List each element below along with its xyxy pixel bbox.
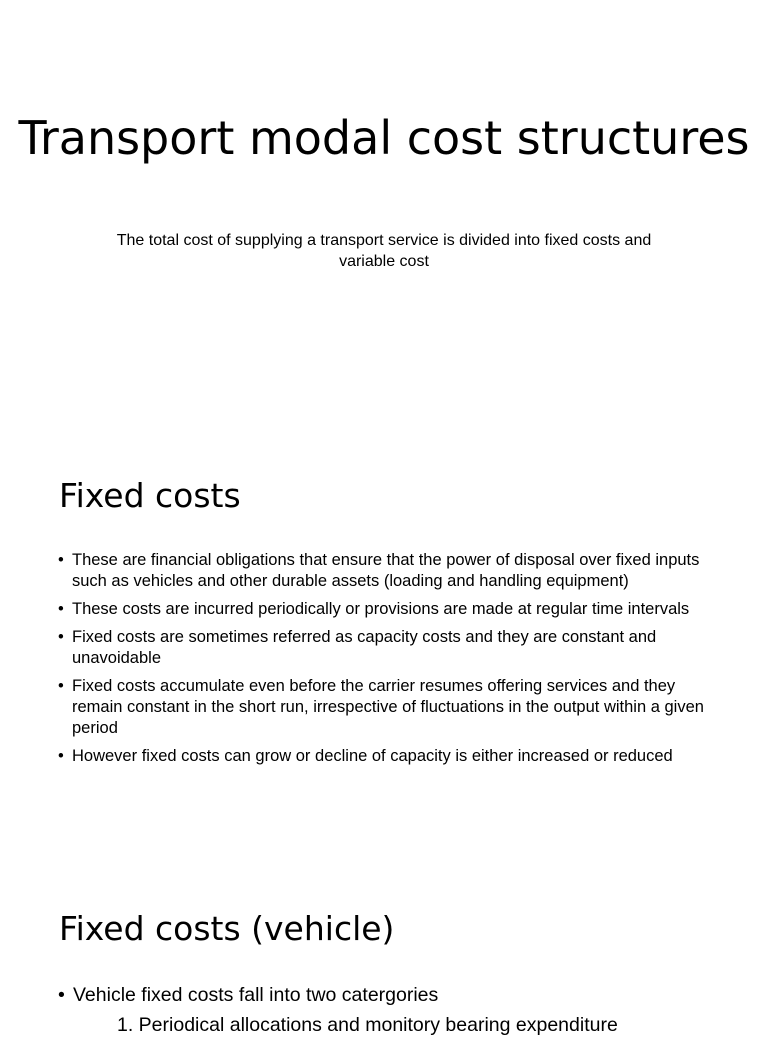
bullet-item <box>58 746 718 767</box>
bullet-item <box>58 550 718 592</box>
fixed-costs-vehicle-heading: Fixed costs (vehicle) <box>59 909 395 948</box>
bullet-dot: • <box>58 984 65 1006</box>
bullet-text: Vehicle fixed costs fall into two catergories <box>73 984 439 1006</box>
bullet-item <box>58 599 718 620</box>
slide-fixed-costs <box>0 430 768 862</box>
vehicle-bullet-list <box>58 982 718 1015</box>
bullet-text: These are financial obligations that ensure that the power of disposal over fixed inputs such as vehicles and other durable assets (loading and handling equipment) <box>72 551 700 590</box>
fixed-costs-heading: Fixed costs <box>59 476 241 515</box>
bullet-dot: • <box>58 628 64 646</box>
slide-subtitle: The total cost of supplying a transport service is divided into fixed costs and variable cost <box>116 232 652 270</box>
bullet-text: Fixed costs are sometimes referred as capacity costs and they are constant and unavoidable <box>72 628 657 667</box>
bullet-item <box>58 676 718 739</box>
slide-title-heading: Transport modal cost structures <box>18 111 750 165</box>
fixed-costs-bullet-list <box>58 550 718 774</box>
numbered-sub-item: 1. Periodical allocations and monitory bearing expenditure <box>117 1014 618 1036</box>
bullet-text: However fixed costs can grow or decline of capacity is either increased or reduced <box>72 747 673 765</box>
bullet-dot: • <box>58 600 64 618</box>
bullet-dot: • <box>58 677 64 695</box>
bullet-dot: • <box>58 747 64 765</box>
bullet-text: Fixed costs accumulate even before the carrier resumes offering services and they remain constant in the short run, irrespective of fluctuations in the output within a given period <box>72 677 704 737</box>
bullet-item <box>58 627 718 669</box>
bullet-dot: • <box>58 551 64 569</box>
slide-fixed-costs-vehicle <box>0 862 768 1036</box>
bullet-item <box>58 982 718 1008</box>
bullet-text: These costs are incurred periodically or provisions are made at regular time intervals <box>72 600 690 618</box>
slide-title <box>0 0 768 430</box>
